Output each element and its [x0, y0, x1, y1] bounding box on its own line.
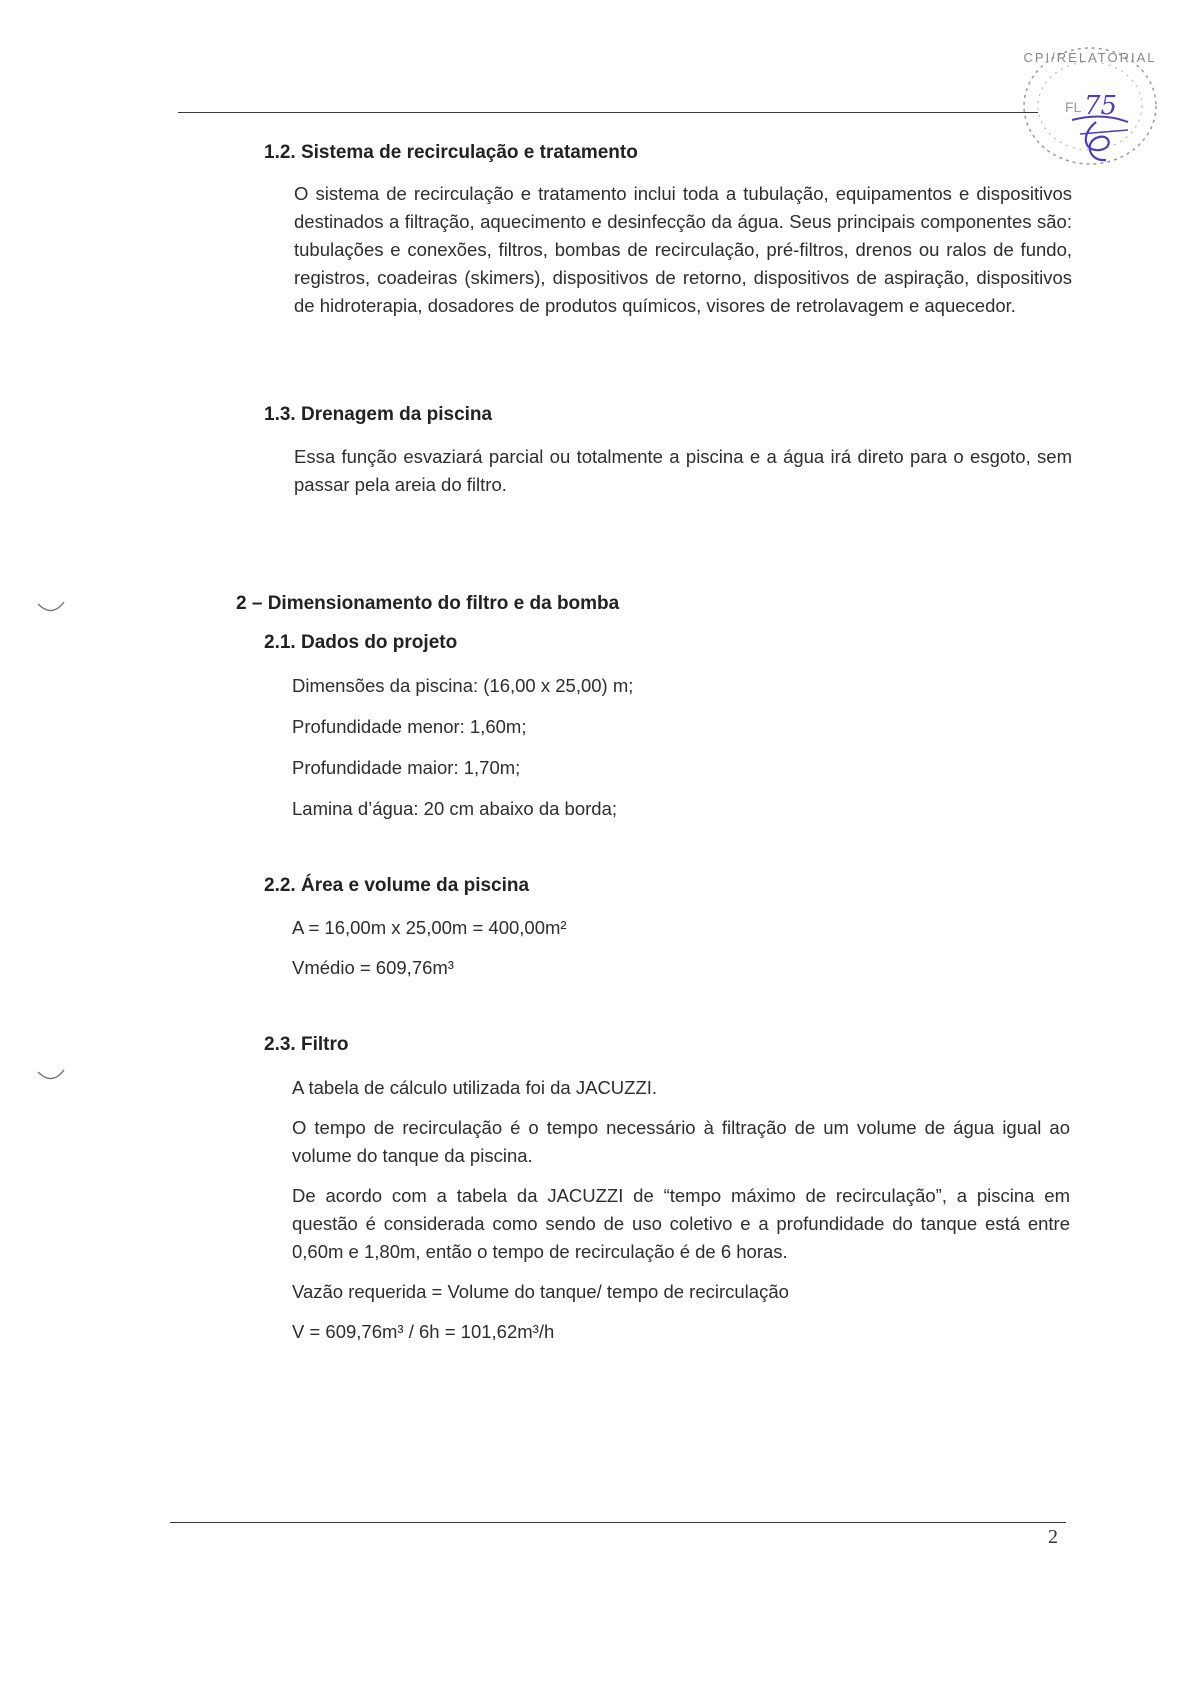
flow-rate-definition: Vazão requerida = Volume do tanque/ tempo de recirculação [292, 1281, 789, 1302]
page-number: 2 [1048, 1526, 1058, 1548]
section-heading-2-2: 2.2. Área e volume da piscina [264, 875, 530, 896]
flow-rate-formula: V = 609,76m³ / 6h = 101,62m³/h [292, 1321, 555, 1342]
footer-rule [170, 1522, 1066, 1523]
filter-paragraph: A tabela de cálculo utilizada foi da JACUZZI. [292, 1077, 658, 1098]
section-heading-2-3: 2.3. Filtro [264, 1034, 349, 1055]
margin-mark [36, 600, 66, 618]
section-heading-1-3: 1.3. Drenagem da piscina [264, 404, 493, 425]
filter-paragraph: O tempo de recirculação é o tempo necessário à filtração de um volume de água igual ao volume do tanque da piscina. [292, 1117, 1070, 1166]
svg-text:75: 75 [1084, 91, 1118, 121]
section-body-1-3: Essa função esvaziará parcial ou totalmente a piscina e a água irá direto para o esgoto, sem passar pela areia do filtro. [294, 446, 1072, 495]
area-formula: A = 16,00m x 25,00m = 400,00m² [292, 917, 567, 938]
volume-formula: Vmédio = 609,76m³ [292, 957, 454, 978]
header-rule [178, 112, 1038, 113]
section-body-1-2: O sistema de recirculação e tratamento inclui toda a tubulação, equipamentos e dispositivos destinados a filtração, aquecimento e desinfecção da água. Seus principais componentes são: tubulações e conexões, filtros, bombas de recirculação, pré-filtros, drenos ou ralos de fundo, registros, coadeiras (skimers), dispositivos de retorno, dispositivos de aspiração, dispositivos de hidroterapia, dosadores de produtos químicos, visores de retrolavagem e aquecedor. [294, 183, 1072, 316]
filter-paragraph: De acordo com a tabela da JACUZZI de “tempo máximo de recirculação”, a piscina em questão é considerada como sendo de uso coletivo e a profundidade do tanque está entre 0,60m e 1,80m, então o tempo de recirculação é de 6 horas. [292, 1185, 1070, 1262]
stamp-seal [1010, 40, 1170, 175]
project-data-line: Profundidade menor: 1,60m; [292, 716, 527, 737]
project-data-line: Dimensões da piscina: (16,00 x 25,00) m; [292, 675, 634, 696]
project-data-line: Lamina d’água: 20 cm abaixo da borda; [292, 798, 617, 819]
margin-mark [36, 1068, 66, 1086]
section-heading-2-1: 2.1. Dados do projeto [264, 632, 458, 653]
section-heading-2: 2 – Dimensionamento do filtro e da bomba [236, 593, 620, 614]
section-heading-1-2: 1.2. Sistema de recirculação e tratamento [264, 142, 638, 163]
project-data-line: Profundidade maior: 1,70m; [292, 757, 521, 778]
svg-text:FL: FL [1065, 99, 1082, 115]
svg-text:CPI/RELATORIAL: CPI/RELATORIAL [1023, 50, 1157, 65]
